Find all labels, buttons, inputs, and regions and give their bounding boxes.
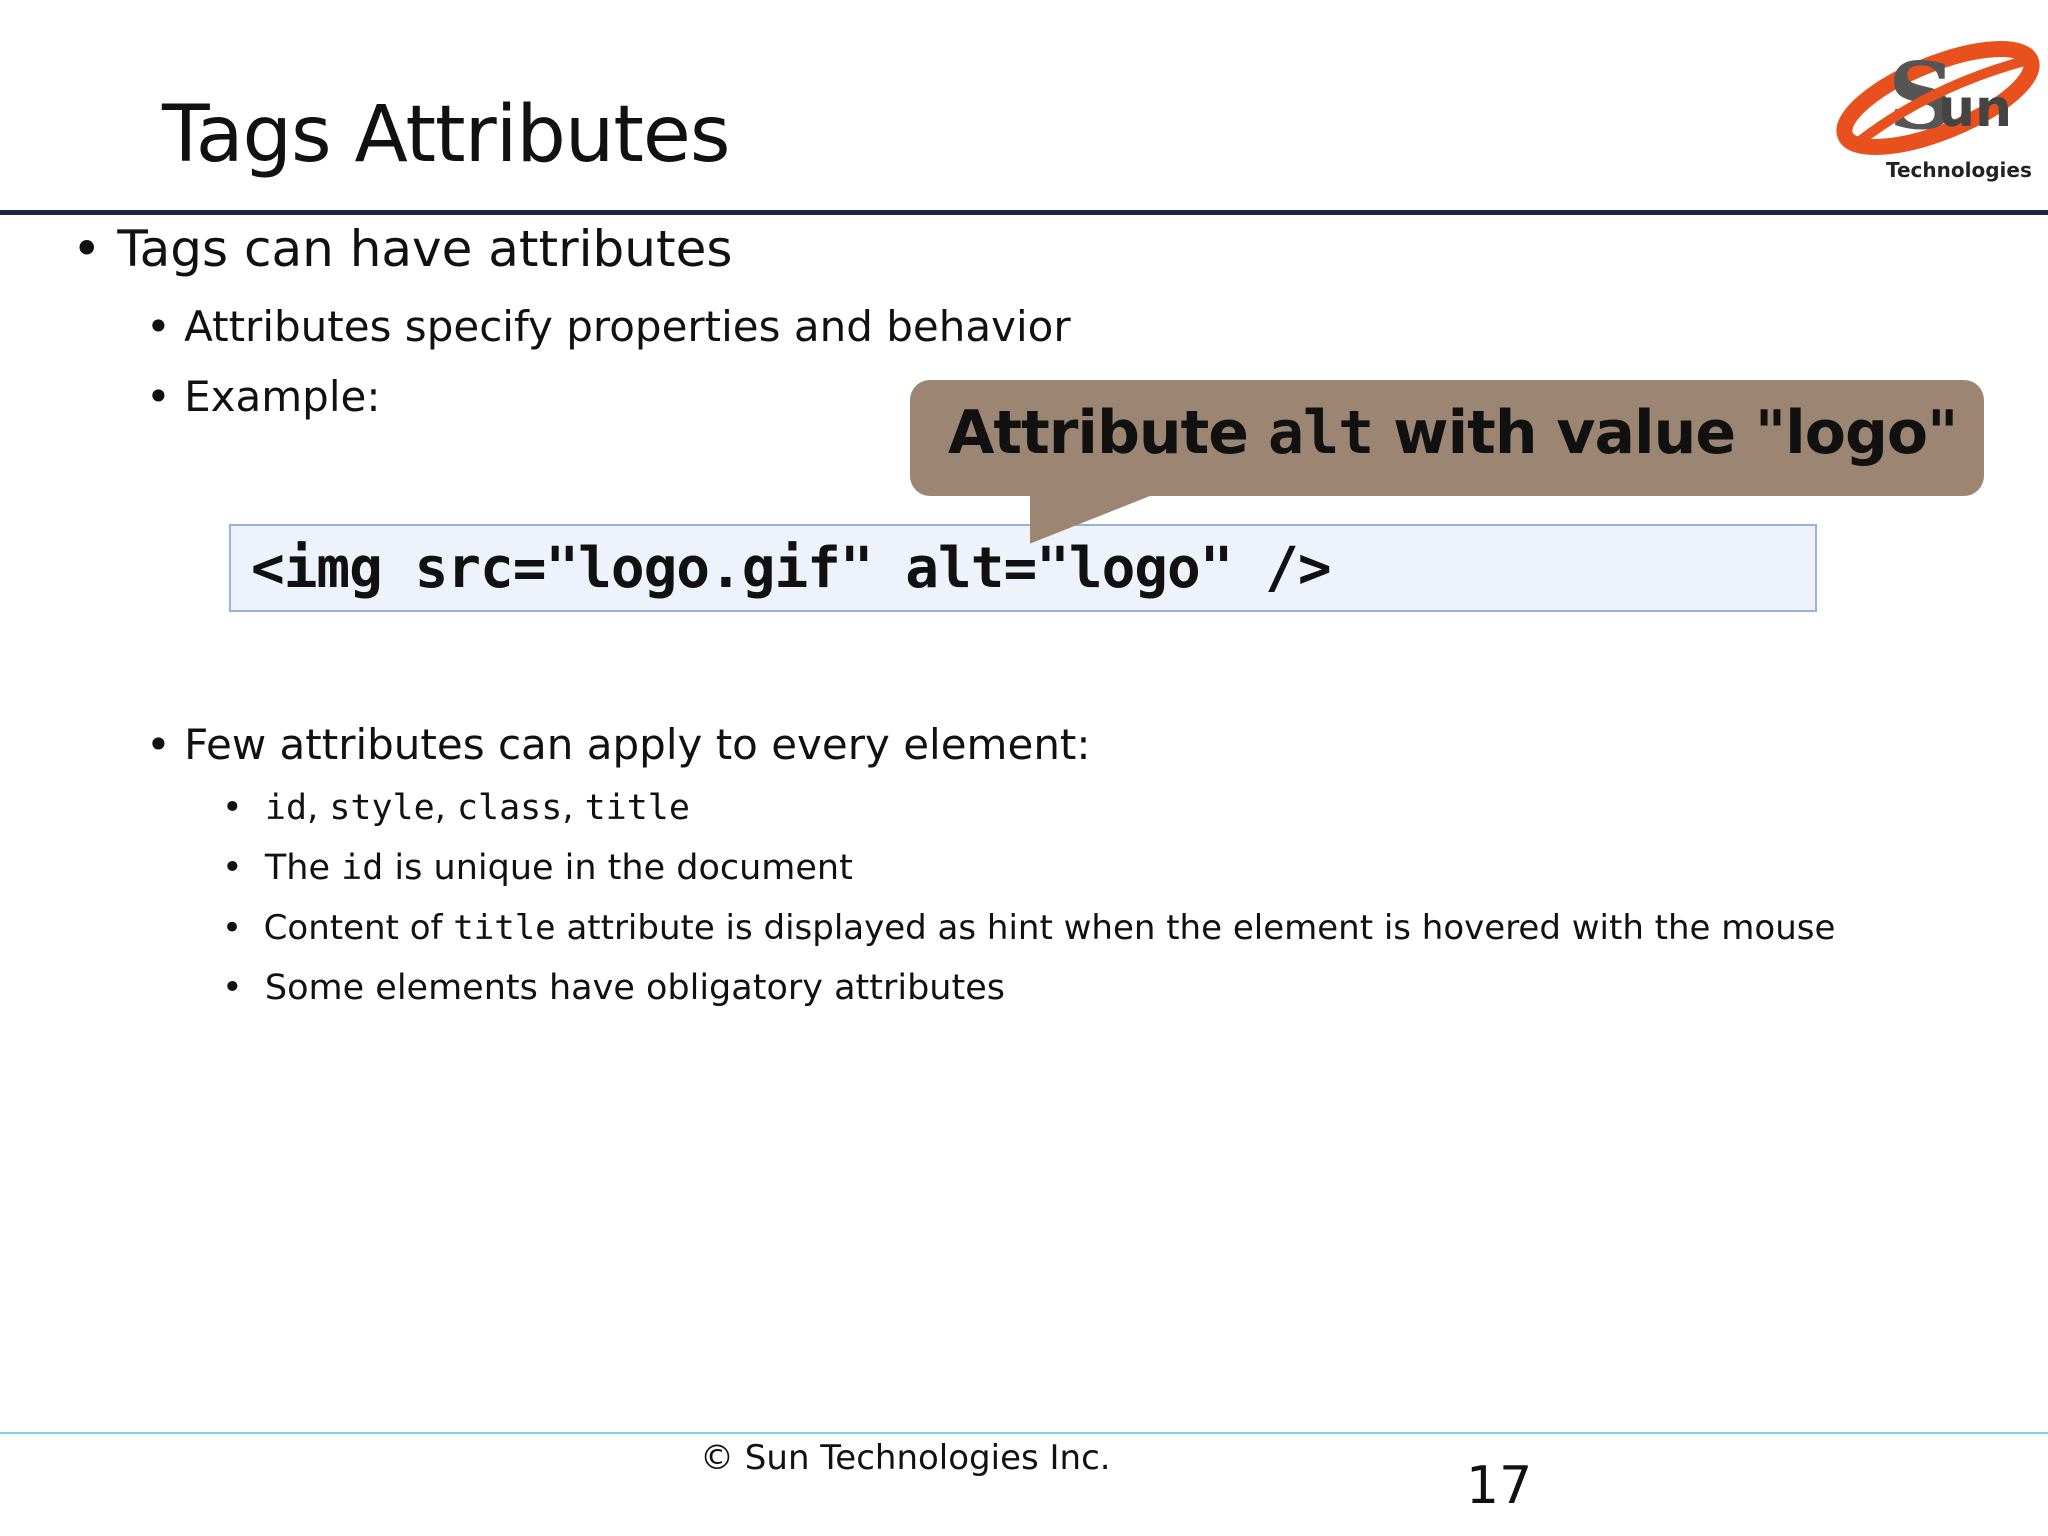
- slide-title: Tags Attributes: [162, 90, 730, 180]
- footer-divider: [0, 1432, 2048, 1434]
- bullet-example: • Example:: [146, 372, 381, 421]
- bullet-dot: •: [222, 968, 265, 1008]
- title-divider: [0, 210, 2048, 215]
- code-example: <img src="logo.gif" alt="logo" />: [251, 536, 1331, 601]
- bullet-few-attributes: • Few attributes can apply to every element:: [146, 720, 1091, 769]
- callout-pointer: [1030, 490, 1150, 550]
- bullet-tags-can-have-attributes: • Tags can have attributes: [72, 220, 733, 278]
- bullet-common-attributes: • id, style, class, title: [222, 788, 690, 828]
- callout-text: Attribute alt with value "logo": [948, 398, 1958, 468]
- bullet-dot: •: [222, 788, 265, 828]
- svg-text:un: un: [1938, 79, 2013, 139]
- code-example-box: [229, 524, 1817, 612]
- svg-text:S: S: [1888, 42, 1955, 150]
- bullet-dot: •: [146, 372, 185, 421]
- callout-bubble: [910, 380, 1984, 496]
- footer-copyright: © Sun Technologies Inc.: [700, 1438, 1111, 1478]
- bullet-dot: •: [146, 302, 185, 351]
- bullet-dot: •: [222, 908, 264, 948]
- bullet-dot: •: [72, 220, 118, 278]
- bullet-dot: •: [146, 720, 185, 769]
- bullet-id-unique: • The id is unique in the document: [222, 848, 853, 888]
- bullet-dot: •: [222, 848, 265, 888]
- bullet-title-hint: • Content of title attribute is displayed as hint when the element is hovered with the mouse: [222, 908, 1836, 948]
- logo-label: Technologies: [1886, 158, 2032, 182]
- bullet-attributes-specify: • Attributes specify properties and behavior: [146, 302, 1071, 351]
- bullet-obligatory: • Some elements have obligatory attributes: [222, 968, 1005, 1008]
- page-number: 17: [1466, 1456, 1533, 1516]
